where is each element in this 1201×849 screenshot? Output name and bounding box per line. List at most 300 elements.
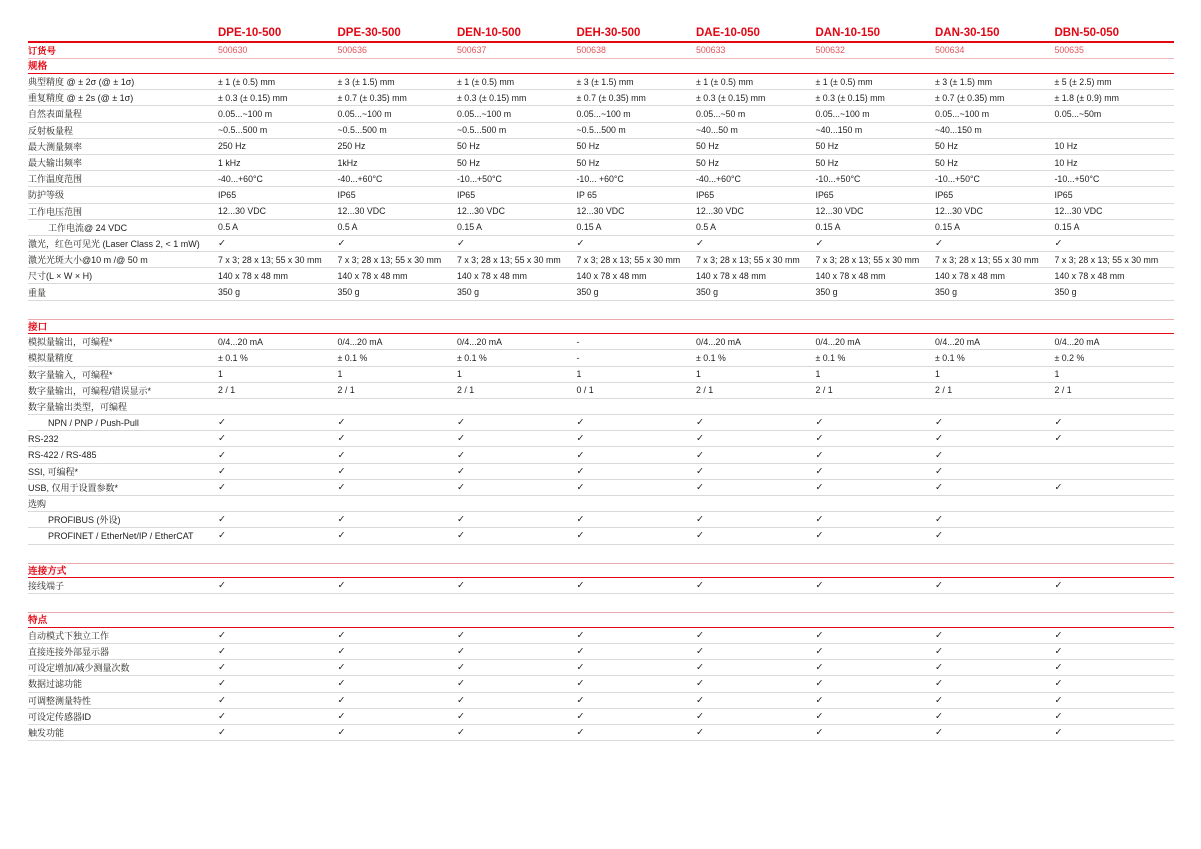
check-icon: ✓ — [935, 646, 943, 658]
value-cell: ~0.5...500 m — [337, 125, 387, 136]
row-label: USB, 仅用于设置参数* — [28, 482, 119, 493]
order-number-cell: 500635 — [1054, 45, 1084, 56]
row-label: 自然表面量程 — [28, 109, 83, 120]
table-row — [28, 383, 1174, 399]
value-cell: 12...30 VDC — [457, 206, 505, 217]
spec-sheet — [28, 24, 1174, 741]
value-cell: 12...30 VDC — [696, 206, 744, 217]
value-cell: 140 x 78 x 48 mm — [815, 270, 886, 281]
value-cell: 50 Hz — [815, 141, 839, 152]
check-icon: ✓ — [457, 629, 465, 641]
check-icon: ✓ — [1054, 433, 1063, 445]
check-icon: ✓ — [815, 662, 824, 674]
value-cell: 0.5 A — [696, 222, 717, 233]
model-header-cell: DPE-10-500 — [218, 27, 282, 39]
section-1 — [28, 59, 1174, 301]
value-cell: 50 Hz — [815, 157, 839, 168]
model-header-cell: DBN-50-050 — [1054, 27, 1120, 39]
value-cell: 2 / 1 — [1054, 385, 1072, 396]
value-cell: 2 / 1 — [218, 385, 236, 396]
value-cell: 7 x 3; 28 x 13; 55 x 30 mm — [337, 254, 442, 265]
value-cell: 0/4...20 mA — [218, 336, 263, 347]
check-icon: ✓ — [337, 678, 346, 690]
row-label: 可调整测量特性 — [28, 695, 92, 706]
check-icon: ✓ — [1054, 629, 1063, 641]
model-header-cell: DAN-30-150 — [935, 27, 1000, 39]
value-cell: ± 0.1 % — [696, 352, 726, 363]
table-row — [28, 268, 1174, 284]
check-icon: ✓ — [457, 646, 465, 658]
check-icon: ✓ — [696, 662, 704, 674]
value-cell: 50 Hz — [935, 157, 958, 168]
value-cell: 1 — [1054, 369, 1060, 380]
check-icon: ✓ — [218, 662, 226, 674]
check-icon: ✓ — [815, 417, 824, 429]
check-icon: ✓ — [576, 514, 585, 526]
value-cell: ± 0.7 (± 0.35) mm — [337, 92, 407, 103]
check-icon: ✓ — [696, 514, 704, 526]
check-icon: ✓ — [696, 433, 704, 445]
value-cell: 2 / 1 — [696, 385, 714, 396]
check-icon: ✓ — [218, 433, 226, 445]
check-icon: ✓ — [457, 710, 465, 722]
check-icon: ✓ — [337, 417, 346, 429]
table-row — [28, 660, 1174, 676]
value-cell: -10...+50°C — [935, 173, 980, 184]
table-row — [28, 578, 1174, 594]
value-cell: 50 Hz — [696, 157, 719, 168]
table-row — [28, 725, 1174, 741]
check-icon: ✓ — [218, 530, 226, 542]
order-number-cell: 500633 — [696, 45, 726, 56]
table-row — [28, 480, 1174, 496]
table-row — [28, 676, 1174, 692]
value-cell: -10...+50°C — [815, 173, 861, 184]
value-cell: 12...30 VDC — [815, 206, 864, 217]
value-cell: 0.05...~100 m — [218, 108, 273, 119]
table-row — [28, 512, 1174, 528]
check-icon: ✓ — [696, 417, 704, 429]
value-cell: 7 x 3; 28 x 13; 55 x 30 mm — [457, 254, 561, 265]
value-cell: 350 g — [576, 287, 599, 298]
value-cell: IP65 — [1054, 189, 1073, 200]
value-cell: 350 g — [935, 287, 958, 298]
value-cell: ± 1 (± 0.5) mm — [457, 76, 515, 87]
check-icon: ✓ — [1054, 678, 1063, 690]
check-icon: ✓ — [696, 580, 704, 592]
value-cell: ~0.5...500 m — [218, 125, 268, 136]
order-number-cell: 500634 — [935, 45, 965, 56]
check-icon: ✓ — [1054, 646, 1063, 658]
value-cell: -40...+60°C — [218, 173, 263, 184]
check-icon: ✓ — [935, 449, 943, 461]
row-label: 反射板量程 — [28, 125, 74, 136]
check-icon: ✓ — [696, 646, 704, 658]
value-cell: 2 / 1 — [815, 385, 833, 396]
value-cell: 0.05...~100 m — [457, 108, 512, 119]
table-row — [28, 139, 1174, 155]
table-row — [28, 415, 1174, 431]
value-cell: 1 — [337, 369, 343, 380]
value-cell: 350 g — [218, 287, 241, 298]
value-cell: 250 Hz — [337, 141, 366, 152]
check-icon: ✓ — [337, 237, 346, 249]
row-label: 选购 — [28, 499, 47, 510]
check-icon: ✓ — [696, 237, 704, 249]
check-icon: ✓ — [1054, 417, 1063, 429]
value-cell: ± 0.1 % — [337, 352, 368, 363]
value-cell: 1 — [457, 369, 462, 380]
order-number-row — [28, 43, 1174, 59]
value-cell: 12...30 VDC — [218, 206, 266, 217]
table-row — [28, 204, 1174, 220]
value-cell: 140 x 78 x 48 mm — [1054, 270, 1125, 281]
value-cell: 350 g — [457, 287, 480, 298]
value-cell: IP65 — [218, 189, 237, 200]
row-label: 模拟量精度 — [28, 353, 74, 364]
order-number-cell: 500636 — [337, 45, 367, 56]
check-icon: ✓ — [576, 433, 585, 445]
check-icon: ✓ — [935, 580, 943, 592]
check-icon: ✓ — [457, 417, 465, 429]
value-cell: 1 — [218, 369, 223, 380]
check-icon: ✓ — [576, 662, 585, 674]
value-cell: 350 g — [337, 287, 360, 298]
check-icon: ✓ — [696, 481, 704, 493]
table-row — [28, 464, 1174, 480]
check-icon: ✓ — [337, 514, 346, 526]
value-cell: ± 3 (± 1.5) mm — [576, 76, 634, 87]
row-label: 直接连接外部显示器 — [28, 647, 110, 658]
check-icon: ✓ — [337, 580, 346, 592]
check-icon: ✓ — [576, 678, 585, 690]
check-icon: ✓ — [696, 710, 704, 722]
check-icon: ✓ — [815, 710, 824, 722]
check-icon: ✓ — [576, 580, 585, 592]
row-label: 激光光斑大小@10 m /@ 50 m — [28, 255, 148, 266]
check-icon: ✓ — [935, 237, 943, 249]
value-cell: -10... +60°C — [576, 173, 624, 184]
check-icon: ✓ — [815, 726, 824, 738]
check-icon: ✓ — [935, 678, 943, 690]
table-row — [28, 644, 1174, 660]
check-icon: ✓ — [218, 237, 226, 249]
table-row — [28, 334, 1174, 350]
table-row — [28, 528, 1174, 544]
table-row — [28, 155, 1174, 171]
row-label: 数字量输入，可编程* — [28, 369, 113, 380]
value-cell: IP65 — [457, 189, 476, 200]
value-cell: IP 65 — [576, 189, 597, 200]
value-cell: 350 g — [696, 287, 719, 298]
value-cell: 0/4...20 mA — [696, 336, 741, 347]
row-label: PROFINET / EtherNet/IP / EtherCAT — [48, 530, 194, 541]
check-icon: ✓ — [457, 449, 465, 461]
model-header-row — [28, 24, 1174, 43]
check-icon: ✓ — [576, 417, 585, 429]
value-cell: 12...30 VDC — [1054, 206, 1103, 217]
check-icon: ✓ — [218, 646, 226, 658]
value-cell: 1 — [815, 369, 821, 380]
check-icon: ✓ — [218, 580, 226, 592]
table-row — [28, 106, 1174, 122]
row-label: 接线端子 — [28, 581, 65, 592]
check-icon: ✓ — [935, 481, 943, 493]
value-cell: 10 Hz — [1054, 157, 1078, 168]
row-label: 最大输出频率 — [28, 158, 83, 169]
value-cell: -10...+50°C — [1054, 173, 1100, 184]
check-icon: ✓ — [457, 530, 465, 542]
row-label: NPN / PNP / Push-Pull — [48, 417, 139, 428]
check-icon: ✓ — [337, 629, 346, 641]
value-cell: 12...30 VDC — [576, 206, 625, 217]
group-header-row — [28, 399, 1174, 415]
check-icon: ✓ — [576, 481, 585, 493]
value-cell: 2 / 1 — [337, 385, 355, 396]
check-icon: ✓ — [218, 465, 226, 477]
value-cell: IP65 — [935, 189, 954, 200]
row-label: 可设定传感器ID — [28, 711, 92, 722]
check-icon: ✓ — [1054, 580, 1063, 592]
check-icon: ✓ — [218, 514, 226, 526]
value-cell: ~0.5...500 m — [576, 125, 626, 136]
row-label: RS-422 / RS-485 — [28, 450, 97, 461]
check-icon: ✓ — [935, 694, 943, 706]
check-icon: ✓ — [457, 514, 465, 526]
value-cell: ± 0.1 % — [935, 352, 965, 363]
check-icon: ✓ — [935, 710, 943, 722]
value-cell: ± 0.3 (± 0.15) mm — [218, 92, 288, 103]
table-row — [28, 123, 1174, 139]
value-cell: ± 1 (± 0.5) mm — [218, 76, 276, 87]
order-row-label: 订货号 — [28, 46, 56, 57]
check-icon: ✓ — [815, 449, 824, 461]
section-title: 规格 — [28, 59, 1174, 75]
check-icon: ✓ — [457, 433, 465, 445]
value-cell: IP65 — [815, 189, 834, 200]
value-cell: 50 Hz — [576, 141, 600, 152]
check-icon: ✓ — [457, 726, 465, 738]
row-label: 模拟量输出，可编程* — [28, 337, 113, 348]
value-cell: 2 / 1 — [457, 385, 475, 396]
value-cell: ± 0.3 (± 0.15) mm — [815, 92, 885, 103]
check-icon: ✓ — [457, 237, 465, 249]
check-icon: ✓ — [815, 433, 824, 445]
value-cell: ± 1.8 (± 0.9) mm — [1054, 92, 1119, 103]
row-label: PROFIBUS (外设) — [48, 515, 121, 526]
table-row — [28, 709, 1174, 725]
check-icon: ✓ — [696, 678, 704, 690]
row-label: 工作温度范围 — [28, 174, 83, 185]
value-cell: ~40...150 m — [935, 125, 982, 136]
value-cell: 1 kHz — [218, 157, 241, 168]
value-cell: 0.5 A — [337, 222, 358, 233]
value-cell: ~40...50 m — [696, 125, 738, 136]
value-cell: 0.05...~100 m — [815, 108, 870, 119]
model-header-cell: DEH-30-500 — [576, 27, 641, 39]
model-header-cell: DAN-10-150 — [815, 27, 881, 39]
value-cell: 50 Hz — [457, 157, 480, 168]
check-icon: ✓ — [576, 237, 585, 249]
value-cell: 50 Hz — [457, 141, 480, 152]
check-icon: ✓ — [218, 726, 226, 738]
check-icon: ✓ — [457, 481, 465, 493]
value-cell: 50 Hz — [696, 141, 719, 152]
value-cell: 0/4...20 mA — [457, 336, 502, 347]
check-icon: ✓ — [457, 662, 465, 674]
value-cell: 140 x 78 x 48 mm — [218, 270, 288, 281]
value-cell: ± 0.1 % — [815, 352, 846, 363]
check-icon: ✓ — [576, 646, 585, 658]
model-header-cell: DAE-10-050 — [696, 27, 760, 39]
value-cell: 1kHz — [337, 157, 358, 168]
value-cell: -40...+60°C — [337, 173, 383, 184]
value-cell: 7 x 3; 28 x 13; 55 x 30 mm — [218, 254, 322, 265]
check-icon: ✓ — [576, 710, 585, 722]
value-cell: 0.05...~50 m — [696, 108, 746, 119]
value-cell: -40...+60°C — [696, 173, 741, 184]
value-cell: 140 x 78 x 48 mm — [576, 270, 647, 281]
table-row — [28, 447, 1174, 463]
value-cell: 0.05...~100 m — [935, 108, 990, 119]
check-icon: ✓ — [815, 629, 824, 641]
value-cell: ± 0.7 (± 0.35) mm — [576, 92, 646, 103]
value-cell: ± 1 (± 0.5) mm — [696, 76, 754, 87]
table-row — [28, 367, 1174, 383]
row-label: 数字量输出，可编程/错误显示* — [28, 385, 152, 396]
value-cell: 250 Hz — [218, 141, 246, 152]
section-title: 接口 — [28, 319, 1174, 335]
order-number-cell: 500632 — [815, 45, 845, 56]
table-row — [28, 431, 1174, 447]
check-icon: ✓ — [457, 694, 465, 706]
check-icon: ✓ — [218, 449, 226, 461]
value-cell: 0/4...20 mA — [337, 336, 383, 347]
value-cell: 7 x 3; 28 x 13; 55 x 30 mm — [696, 254, 800, 265]
value-cell: IP65 — [696, 189, 715, 200]
check-icon: ✓ — [935, 433, 943, 445]
row-label: 自动模式下独立工作 — [28, 630, 110, 641]
value-cell: ± 3 (± 1.5) mm — [337, 76, 395, 87]
order-number-cell: 500630 — [218, 45, 248, 56]
row-label: 尺寸(L × W × H) — [28, 271, 93, 282]
check-icon: ✓ — [1054, 481, 1063, 493]
value-cell: 350 g — [815, 287, 838, 298]
value-cell: - — [576, 352, 580, 363]
check-icon: ✓ — [337, 481, 346, 493]
table-row — [28, 74, 1174, 90]
check-icon: ✓ — [337, 662, 346, 674]
row-label: 典型精度 @ ± 2σ (@ ± 1σ) — [28, 77, 135, 88]
check-icon: ✓ — [337, 530, 346, 542]
check-icon: ✓ — [696, 530, 704, 542]
row-label: RS-232 — [28, 433, 59, 444]
row-label: 数字量输出类型，可编程 — [28, 401, 128, 412]
value-cell: ± 1 (± 0.5) mm — [815, 76, 873, 87]
check-icon: ✓ — [935, 417, 943, 429]
value-cell: 0.5 A — [218, 222, 239, 233]
check-icon: ✓ — [218, 481, 226, 493]
check-icon: ✓ — [576, 694, 585, 706]
check-icon: ✓ — [815, 481, 824, 493]
row-label: 触发功能 — [28, 727, 65, 738]
table-row — [28, 220, 1174, 236]
check-icon: ✓ — [1054, 662, 1063, 674]
check-icon: ✓ — [935, 662, 943, 674]
check-icon: ✓ — [696, 726, 704, 738]
value-cell: 50 Hz — [935, 141, 958, 152]
check-icon: ✓ — [935, 726, 943, 738]
value-cell: ~0.5...500 m — [457, 125, 507, 136]
check-icon: ✓ — [815, 678, 824, 690]
table-row — [28, 628, 1174, 644]
check-icon: ✓ — [576, 465, 585, 477]
check-icon: ✓ — [935, 465, 943, 477]
check-icon: ✓ — [218, 417, 226, 429]
value-cell: 1 — [935, 369, 940, 380]
check-icon: ✓ — [218, 629, 226, 641]
check-icon: ✓ — [815, 514, 824, 526]
value-cell: 7 x 3; 28 x 13; 55 x 30 mm — [935, 254, 1039, 265]
value-cell: 1 — [576, 369, 582, 380]
check-icon: ✓ — [815, 694, 824, 706]
check-icon: ✓ — [337, 726, 346, 738]
value-cell: 0/4...20 mA — [1054, 336, 1100, 347]
check-icon: ✓ — [576, 530, 585, 542]
value-cell: 2 / 1 — [935, 385, 953, 396]
order-number-cell: 500637 — [457, 45, 487, 56]
value-cell: 0.15 A — [935, 222, 960, 233]
check-icon: ✓ — [1054, 237, 1063, 249]
value-cell: 0/4...20 mA — [815, 336, 861, 347]
value-cell: 140 x 78 x 48 mm — [457, 270, 527, 281]
section-3 — [28, 563, 1174, 595]
value-cell: ± 0.3 (± 0.15) mm — [457, 92, 527, 103]
check-icon: ✓ — [218, 694, 226, 706]
model-header-cell: DPE-30-500 — [337, 27, 401, 39]
check-icon: ✓ — [218, 678, 226, 690]
check-icon: ✓ — [337, 710, 346, 722]
check-icon: ✓ — [337, 465, 346, 477]
section-4 — [28, 612, 1174, 741]
row-label: 防护等级 — [28, 190, 65, 201]
row-label: 工作电流@ 24 VDC — [48, 222, 128, 233]
row-label: 可设定增加/减少测量次数 — [28, 663, 130, 674]
check-icon: ✓ — [337, 449, 346, 461]
row-label: 激光，红色可见光 (Laser Class 2, < 1 mW) — [28, 238, 200, 249]
check-icon: ✓ — [935, 629, 943, 641]
value-cell: 12...30 VDC — [337, 206, 386, 217]
check-icon: ✓ — [576, 449, 585, 461]
section-title: 特点 — [28, 612, 1174, 628]
value-cell: ± 0.1 % — [457, 352, 487, 363]
check-icon: ✓ — [457, 465, 465, 477]
sections-container — [28, 59, 1174, 742]
table-row — [28, 252, 1174, 268]
value-cell: ± 0.2 % — [1054, 352, 1085, 363]
check-icon: ✓ — [457, 580, 465, 592]
value-cell: 140 x 78 x 48 mm — [696, 270, 766, 281]
value-cell: 0.15 A — [1054, 222, 1080, 233]
value-cell: 140 x 78 x 48 mm — [935, 270, 1005, 281]
section-2 — [28, 319, 1174, 545]
check-icon: ✓ — [696, 629, 704, 641]
row-label: 数据过滤功能 — [28, 679, 83, 690]
table-row — [28, 171, 1174, 187]
value-cell: - — [576, 336, 580, 347]
value-cell: ± 5 (± 2.5) mm — [1054, 76, 1112, 87]
check-icon: ✓ — [1054, 710, 1063, 722]
